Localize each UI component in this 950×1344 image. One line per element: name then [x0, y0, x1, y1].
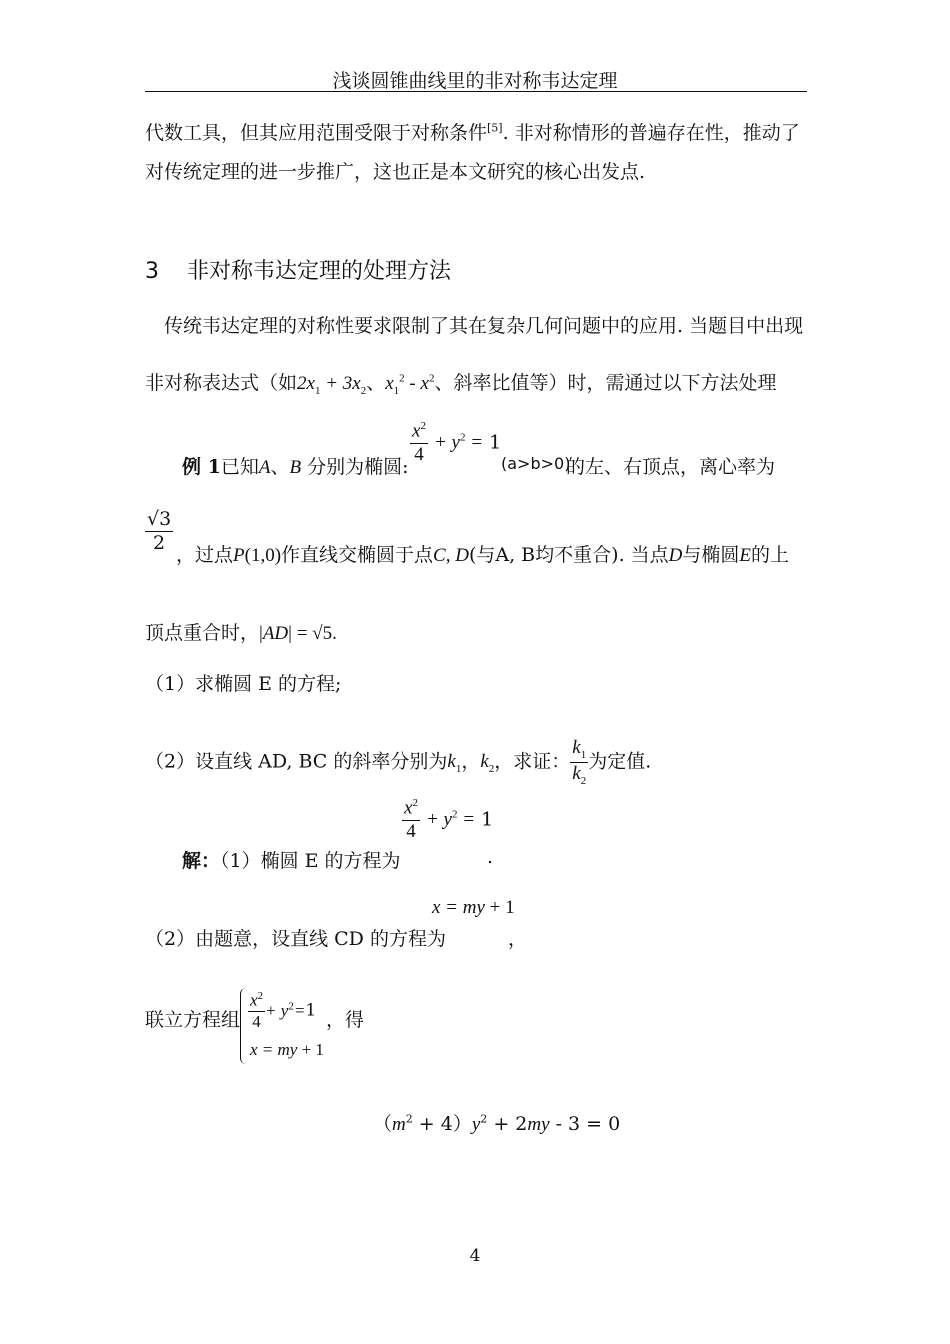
solution-line-3-end: ，得 [326, 1009, 365, 1031]
example-condition: (a>b>0) [501, 454, 571, 473]
intro-text-end: . 非对称情形的普遍存在性，推动了 [502, 122, 800, 144]
intro-line-1 [145, 118, 800, 145]
solution-line-2: （2）由题意，设直线 CD 的方程为 [145, 928, 446, 950]
frac-x2-over-4: $\frac{x^2}{4}$ [412, 420, 426, 466]
solution-line-2-end: ， [508, 928, 528, 950]
line-CD-equation: x = my + 1 [432, 897, 515, 918]
question-1: （1）求椭圆 E 的方程; [145, 673, 342, 695]
frac-k1-over-k2: $\frac{k_1}{k_2}$ [572, 737, 587, 787]
intro-text: 代数工具，但其应用范围受限于对称条件 [145, 122, 488, 144]
abs-AD-eq: |AD| = √5. [259, 623, 337, 644]
para-line-2-post: 斜率比值等）时，需通过以下方法处理 [453, 372, 777, 394]
point-P: P(1,0) [233, 545, 282, 566]
solution-ellipse-equation: $\frac{x^2}{4}$ + $y^2 = 1$ [404, 797, 494, 843]
example-label: 例 1 [182, 456, 221, 478]
solution-line-1: 解：（1）椭圆 E 的方程为 [182, 850, 401, 872]
example-line-3: 顶点重合时，|AD| = √5. [145, 622, 337, 644]
example-line-1: 例 1已知A、B 分别为椭圆: [182, 456, 409, 478]
question-2: （2）设直线 AD, BC 的斜率分别为$k_1$，$k_2$，求证： $\frac{k_1}{k_2}$ 为定值. [145, 737, 652, 787]
quadratic-equation: $(m^2 + 4)y^2 + 2my - 3 = 0$ [373, 1112, 621, 1135]
system-eq-2: x = my + 1 [250, 1040, 324, 1059]
sep: 、 [366, 372, 386, 394]
points-C-D: C, D [433, 545, 469, 566]
intro-line-2: 对传统定理的进一步推广，这也正是本文研究的核心出发点. [145, 161, 646, 183]
example-line-2: ，过点P(1,0)作直线交椭圆于点C, D(与A, B均不重合). 当点D与椭圆E的上 [176, 544, 790, 566]
sep: 、 [434, 372, 454, 394]
expr-2x1-3x2: $2x_1 + 3x_2$ [297, 373, 367, 397]
section-heading [145, 254, 451, 285]
example-line-1-end: 的左、右顶点，离心率为 [566, 456, 776, 478]
citation: [5] [487, 121, 503, 135]
running-header: 浅谈圆锥曲线里的非对称韦达定理 [332, 70, 618, 92]
eccentricity-value: $\frac{√3}{2}$ [147, 508, 172, 554]
para-line-2-pre: 非对称表达式（如 [145, 372, 298, 394]
para-line-2 [145, 368, 776, 397]
not-coincide: 与A, B均不重合 [476, 544, 612, 566]
k1: $k_1$ [447, 751, 462, 776]
section-number: 3 [145, 259, 159, 284]
header-rule [145, 91, 807, 92]
para-line-1: 传统韦达定理的对称性要求限制了其在复杂几何问题中的应用. 当题目中出现 [164, 315, 804, 337]
system-eq-1: $\frac{x^2}{4}$ + $y^2=1$ [250, 990, 317, 1032]
ellipse-equation: $\frac{x^2}{4}$ + $y^2 = 1$ [412, 420, 502, 466]
page-number: 4 [469, 1246, 481, 1266]
solution-label: 解： [182, 850, 221, 872]
points-A-B: A [258, 457, 271, 478]
expr-x1sq-x2: $x_1^2 - x^2$ [385, 372, 435, 397]
solution-line-3: 联立方程组 [145, 1009, 241, 1031]
k2: $k_2$ [480, 751, 495, 776]
section-title: 非对称韦达定理的处理方法 [187, 259, 452, 284]
solution-line-1-end: . [487, 846, 494, 868]
